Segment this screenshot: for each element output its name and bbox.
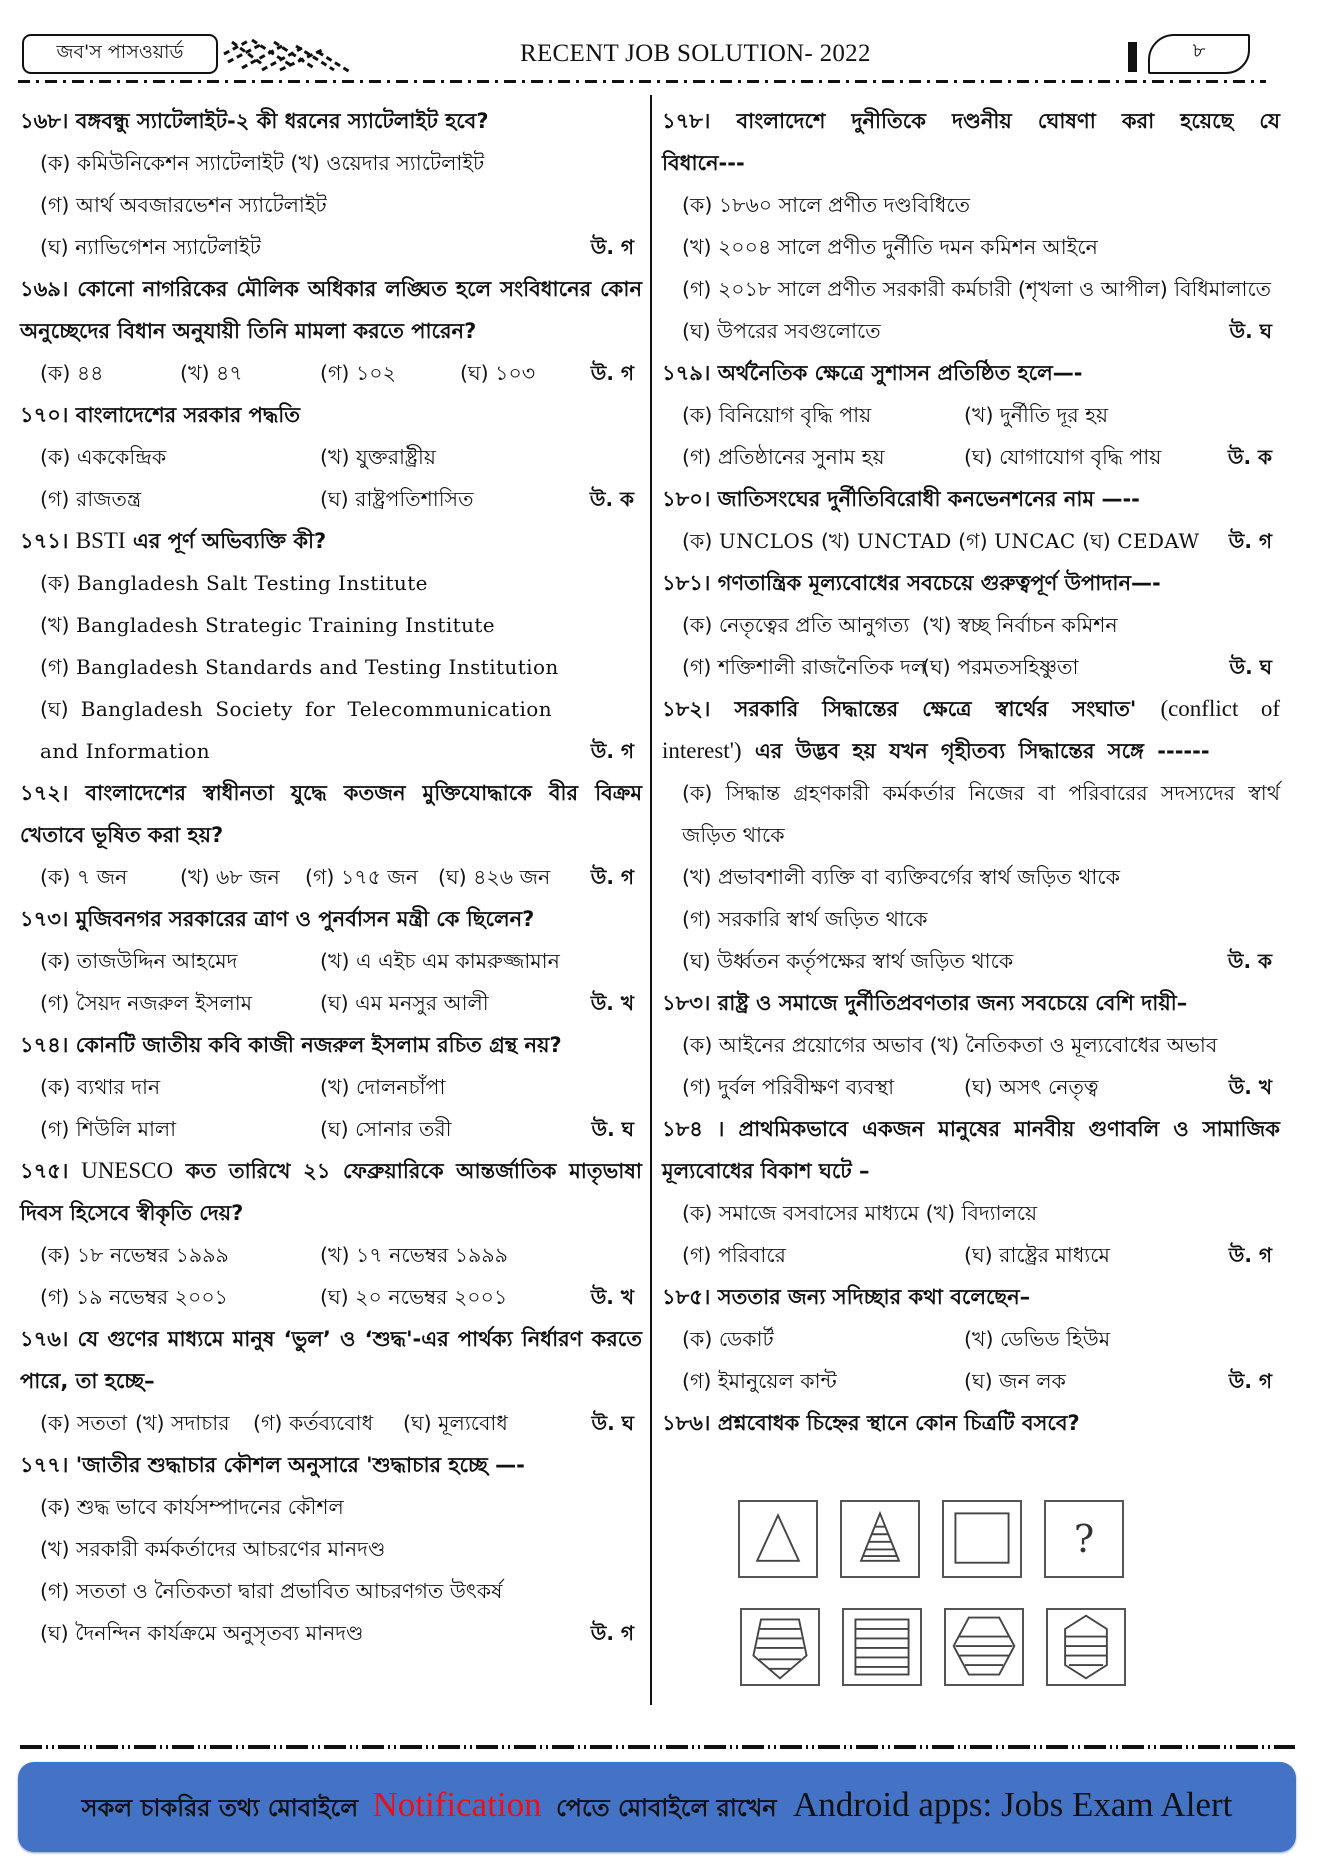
answer-label: উ. খ <box>590 1285 634 1309</box>
option-a: (ক) ১৮ নভেম্বর ১৯৯৯ <box>40 1243 229 1267</box>
option-b: (খ) নৈতিকতা ও মূল্যবোধের অভাব <box>929 1033 1218 1057</box>
option-line <box>20 646 642 688</box>
right-column <box>662 100 1280 1444</box>
answer-label: উ. খ <box>590 991 634 1015</box>
answer-label: উ. ক <box>589 487 634 511</box>
question-text <box>20 1150 642 1234</box>
question-suffix: এর পূর্ণ অভিব্যক্তি কী? <box>132 529 327 553</box>
question-168 <box>20 100 642 268</box>
page-title: RECENT JOB SOLUTION- 2022 <box>520 40 871 67</box>
option-label: (গ) <box>40 655 70 679</box>
question-182 <box>662 688 1280 982</box>
option-line: (ক) সিদ্ধান্ত গ্রহণকারী কর্মকর্তার নিজের বা পরিবারের সদস্যদের স্বার্থ জড়িত থাকে <box>682 781 1280 847</box>
option-d: (ঘ) ১০৩ <box>460 361 536 385</box>
option-b: (খ) ১৭ নভেম্বর ১৯৯৯ <box>320 1243 508 1267</box>
question-number: ১৭১। <box>20 529 69 553</box>
option-line: (খ) প্রভাবশালী ব্যক্তি বা ব্যক্তিবর্গের স্বার্থ জড়িত থাকে <box>682 865 1120 889</box>
option-line: (গ) ২০১৮ সালে প্রণীত সরকারী কর্মচারী (শৃখলা ও আপীল) বিধিমালাতে <box>682 277 1272 301</box>
answer-label: উ. গ <box>590 865 634 889</box>
option-c: (গ) প্রতিষ্ঠানের সুনাম হয় <box>682 445 885 469</box>
option-line <box>662 394 1280 436</box>
question-text <box>662 688 1280 772</box>
figure-striped-square-icon <box>842 1608 922 1686</box>
question-183 <box>662 982 1280 1108</box>
option-c: (গ) রাজতন্ত্র <box>40 487 142 511</box>
figure-striped-pentagon-icon <box>740 1608 820 1686</box>
footer-divider <box>20 1745 1295 1749</box>
question-174 <box>20 1024 642 1150</box>
option-line <box>20 1612 642 1654</box>
option-d: (ঘ) সোনার তরী <box>320 1117 452 1141</box>
option-line <box>662 1234 1280 1276</box>
question-176 <box>20 1318 642 1444</box>
question-179 <box>662 352 1280 478</box>
question-text: ১৭৪। কোনটি জাতীয় কবি কাজী নজরুল ইসলাম রচিত গ্রন্থ নয়? <box>20 1033 562 1057</box>
question-part-latin: (conflict of interest') <box>662 696 1281 763</box>
answer-label: উ. ঘ <box>591 1117 634 1141</box>
app-promo-banner[interactable] <box>18 1762 1296 1852</box>
question-text: ১৭২। বাংলাদেশের স্বাধীনতা যুদ্ধে কতজন মুক্তিযোদ্ধাকে বীর বিক্রম খেতাবে ভূষিত করা হয়? <box>20 781 642 847</box>
pattern-figure <box>738 1500 1143 1695</box>
option-line <box>20 562 642 604</box>
option-label: (ঘ) <box>40 697 69 721</box>
footer-app-name: Android apps: Jobs Exam Alert <box>792 1784 1233 1824</box>
answer-label: উ. গ <box>590 361 634 385</box>
footer-highlight: Notification <box>372 1784 542 1824</box>
option-line <box>20 604 642 646</box>
question-177 <box>20 1444 642 1654</box>
option-c: (গ) দুর্বল পরিবীক্ষণ ব্যবস্থা <box>682 1075 895 1099</box>
option-d: (ঘ) অসৎ নেতৃত্ব <box>964 1075 1099 1099</box>
question-171 <box>20 520 642 772</box>
page-number: ৮ <box>1148 34 1250 74</box>
option-line: (গ) সততা ও নৈতিকতা দ্বারা প্রভাবিত আচরণগত উৎকর্ষ <box>40 1579 503 1603</box>
option-a: (ক) ডেকার্ট <box>682 1327 774 1351</box>
option-a: (ক) বিনিয়োগ বৃদ্ধি পায় <box>682 403 872 427</box>
option-d: (ঘ) যোগাযোগ বৃদ্ধি পায় <box>964 445 1162 469</box>
option-line <box>662 1318 1280 1360</box>
decorative-dashed-pattern-icon <box>222 34 372 74</box>
question-text: ১৬৮। বঙ্গবন্ধু স্যাটেলাইট-২ কী ধরনের স্যাটেলাইট হবে? <box>20 109 489 133</box>
option-line <box>662 310 1280 352</box>
footer-text-before: সকল চাকরির তথ্য মোবাইলে <box>81 1793 359 1822</box>
option-c: (গ) ১০২ <box>320 361 396 385</box>
option-a: (ক) নেতৃত্বের প্রতি আনুগত্য <box>682 613 910 637</box>
option-b: (খ) ৬৮ জন <box>180 865 280 889</box>
question-text: ১৮০। জাতিসংঘের দুর্নীতিবিরোধী কনভেনশনের নাম —-- <box>662 487 1140 511</box>
option-d: (ঘ) উপরের সবগুলোতে <box>682 319 881 343</box>
answer-label: উ. ঘ <box>591 1411 634 1435</box>
option-c: Bangladesh Standards and Testing Institution <box>75 655 559 679</box>
option-c: (গ) পরিবারে <box>682 1243 786 1267</box>
option-line <box>662 1024 1280 1066</box>
option-line <box>20 436 642 478</box>
option-a: (ক) সমাজে বসবাসের মাধ্যমে <box>682 1201 920 1225</box>
question-part: এর উদ্ভব হয় যখন গৃহীতব্য সিদ্ধান্তের সঙ্গে ------ <box>754 739 1210 763</box>
answer-label: উ. গ <box>590 1621 634 1645</box>
option-d: (ঘ) জন লক <box>964 1369 1066 1393</box>
option-a: (ক) ৪৪ <box>40 361 104 385</box>
option-line <box>20 856 642 898</box>
option-a: Bangladesh Salt Testing Institute <box>76 571 428 595</box>
option-line <box>662 940 1280 982</box>
option-c: (গ) কর্তব্যবোধ <box>253 1411 374 1435</box>
option-b: UNCTAD <box>856 529 952 553</box>
figure-striped-triangle-icon <box>840 1500 920 1578</box>
option-b: (খ) দোলনচাঁপা <box>320 1075 446 1099</box>
column-divider <box>650 95 652 1705</box>
option-line <box>20 940 642 982</box>
left-column <box>20 100 642 1654</box>
question-text <box>20 520 642 562</box>
option-d: (ঘ) এম মনসুর আলী <box>320 991 489 1015</box>
option-line <box>20 226 642 268</box>
question-acronym: UNESCO <box>81 1158 174 1183</box>
option-b: (খ) এ এইচ এম কামরুজ্জামান <box>320 949 560 973</box>
question-part: ১৮২। সরকারি সিদ্ধান্তের ক্ষেত্রে স্বার্থের সংঘাত' <box>662 697 1137 721</box>
option-label: (খ) <box>40 613 70 637</box>
question-number: ১৭৫। <box>20 1159 69 1183</box>
question-text: ১৭৭। 'জাতীর শুদ্ধাচার কৌশল অনুসারে 'শুদ্ধাচার হচ্ছে —- <box>20 1453 525 1477</box>
option-d: (ঘ) ৪২৬ জন <box>438 865 551 889</box>
option-b: Bangladesh Strategic Training Institute <box>76 613 496 637</box>
question-text: ১৮৫। সততার জন্য সদিচ্ছার কথা বলেছেন– <box>662 1285 1031 1309</box>
question-186 <box>662 1402 1280 1444</box>
answer-label: উ. গ <box>1228 529 1272 553</box>
option-d: (ঘ) ২০ নভেম্বর ২০০১ <box>320 1285 508 1309</box>
option-d: (ঘ) উর্ধ্বতন কর্তৃপক্ষের স্বার্থ জড়িত থাকে <box>682 949 1014 973</box>
option-d: (ঘ) ন্যাভিগেশন স্যাটেলাইট <box>40 235 261 259</box>
option-c: (গ) সৈয়দ নজরুল ইসলাম <box>40 991 253 1015</box>
option-b: (খ) সদাচার <box>135 1411 230 1435</box>
option-line <box>20 982 642 1024</box>
option-label: (ঘ) <box>1082 529 1111 553</box>
option-a: UNCLOS <box>718 529 815 553</box>
option-label: (ক) <box>40 571 71 595</box>
question-173 <box>20 898 642 1024</box>
option-d: CEDAW <box>1117 529 1200 553</box>
option-line: (ক) শুদ্ধ ভাবে কার্যসম্পাদনের কৌশল <box>40 1495 344 1519</box>
option-label: (ক) <box>682 529 713 553</box>
option-line <box>662 1360 1280 1402</box>
option-line <box>20 1108 642 1150</box>
question-text: ১৬৯। কোনো নাগরিকের মৌলিক অধিকার লঙ্ঘিত হলে সংবিধানের কোন অনুচ্ছেদের বিধান অনুযায়ী তিনি মামলা করতে পারেন? <box>20 277 642 343</box>
option-line: (খ) ২০০৪ সালে প্রণীত দুর্নীতি দমন কমিশন আইনে <box>682 235 1098 259</box>
option-line <box>20 1066 642 1108</box>
question-acronym: BSTI <box>75 528 126 553</box>
option-c: (গ) ইমানুয়েল কান্ট <box>682 1369 837 1393</box>
header-divider <box>18 80 1266 83</box>
question-185 <box>662 1276 1280 1402</box>
option-line <box>662 604 1280 646</box>
option-d: (ঘ) পরমতসহিষ্ণুতা <box>922 655 1079 679</box>
question-text: ১৮৩। রাষ্ট্র ও সমাজে দুর্নীতিপ্রবণতার জন্য সবচেয়ে বেশি দায়ী– <box>662 991 1188 1015</box>
figure-triangle-icon <box>738 1500 818 1578</box>
option-a: (ক) তাজউদ্দিন আহমেদ <box>40 949 238 973</box>
question-suffix: কত তারিখে ২১ ফেব্রুয়ারিকে আন্তর্জাতিক মাতৃভাষা দিবস হিসেবে স্বীকৃতি দেয়? <box>20 1159 643 1225</box>
answer-label: উ. গ <box>1228 1243 1272 1267</box>
option-a: (ক) আইনের প্রয়োগের অভাব <box>682 1033 924 1057</box>
option-d: (ঘ) দৈনন্দিন কার্যক্রমে অনুসৃতব্য মানদণ্ড <box>40 1621 364 1645</box>
answer-label: উ. গ <box>590 235 634 259</box>
question-175 <box>20 1150 642 1318</box>
question-172 <box>20 772 642 898</box>
option-b: (খ) দুর্নীতি দূর হয় <box>964 403 1109 427</box>
option-d: (ঘ) মূল্যবোধ <box>403 1411 508 1435</box>
option-d: (ঘ) রাষ্ট্রের মাধ্যমে <box>964 1243 1110 1267</box>
figure-question-mark-icon: ? <box>1044 1500 1124 1578</box>
option-line <box>662 1192 1280 1234</box>
option-line <box>20 1234 642 1276</box>
question-text: ১৭০। বাংলাদেশের সরকার পদ্ধতি <box>20 403 300 427</box>
option-a: (ক) সততা <box>40 1411 128 1435</box>
option-b: (খ) ৪৭ <box>180 361 243 385</box>
option-line <box>20 1402 642 1444</box>
option-line: (খ) সরকারী কর্মকর্তাদের আচরণের মানদণ্ড <box>40 1537 386 1561</box>
option-c: (গ) শিউলি মালা <box>40 1117 177 1141</box>
answer-label: উ. গ <box>590 739 634 763</box>
figure-square-icon <box>942 1500 1022 1578</box>
option-line: (ক) ১৮৬০ সালে প্রণীত দণ্ডবিধিতে <box>682 193 971 217</box>
question-text: ১৭৮। বাংলাদেশে দুনীতিকে দণ্ডনীয় ঘোষণা করা হয়েছে যে বিধানে--- <box>662 109 1280 175</box>
question-181 <box>662 562 1280 688</box>
option-c: (গ) ১৭৫ জন <box>305 865 418 889</box>
option-c: (গ) ১৯ নভেম্বর ২০০১ <box>40 1285 228 1309</box>
option-line <box>20 352 642 394</box>
question-178 <box>662 100 1280 352</box>
answer-label: উ. ক <box>1227 949 1272 973</box>
option-label: (খ) <box>820 529 851 553</box>
option-line <box>20 688 642 772</box>
question-170 <box>20 394 642 520</box>
option-line <box>662 646 1280 688</box>
answer-label: উ. ঘ <box>1229 655 1272 679</box>
option-line <box>20 478 642 520</box>
option-b: (খ) যুক্তরাষ্ট্রীয় <box>320 445 436 469</box>
option-a: (ক) ৭ জন <box>40 865 128 889</box>
footer-text <box>82 1785 1233 1830</box>
question-text: ১৮৪ । প্রাথমিকভাবে একজন মানুষের মানবীয় গুণাবলি ও সামাজিক মূল্যবোধের বিকাশ ঘটে – <box>662 1117 1280 1183</box>
option-b: (খ) বিদ্যালয়ে <box>925 1201 1038 1225</box>
answer-label: উ. ঘ <box>1229 319 1272 343</box>
option-line <box>20 1276 642 1318</box>
option-label: (গ) <box>958 529 988 553</box>
option-line <box>662 1066 1280 1108</box>
question-180 <box>662 478 1280 562</box>
page-marker-bar <box>1128 42 1137 72</box>
option-a: (ক) এককেন্দ্রিক <box>40 445 167 469</box>
question-text: ১৮৬। প্রশ্নবোধক চিহ্নের স্থানে কোন চিত্রটি বসবে? <box>662 1411 1080 1435</box>
option-c: (গ) শক্তিশালী রাজনৈতিক দল <box>682 655 927 679</box>
answer-label: উ. গ <box>1228 1369 1272 1393</box>
option-line <box>662 520 1280 562</box>
answer-label: উ. খ <box>1228 1075 1272 1099</box>
figure-striped-hexagon-icon <box>944 1608 1024 1686</box>
footer-text-after: পেতে মোবাইলে রাখেন <box>555 1793 777 1822</box>
brand-label: জব'স পাসওয়ার্ড <box>22 34 218 74</box>
question-text: ১৭৯। অর্থনৈতিক ক্ষেত্রে সুশাসন প্রতিষ্ঠিত হলে—- <box>662 361 1083 385</box>
question-text: ১৭৩। মুজিবনগর সরকারের ত্রাণ ও পুনর্বাসন মন্ত্রী কে ছিলেন? <box>20 907 535 931</box>
option-line: (গ) আর্থ অবজারভেশন স্যাটেলাইট <box>40 193 327 217</box>
option-c: UNCAC <box>994 529 1076 553</box>
option-line: (গ) সরকারি স্বার্থ জড়িত থাকে <box>682 907 928 931</box>
figure-striped-octagon-icon <box>1046 1608 1126 1686</box>
question-169 <box>20 268 642 394</box>
option-line <box>662 436 1280 478</box>
option-b: (খ) ডেভিড হিউম <box>964 1327 1111 1351</box>
option-b: (খ) স্বচ্ছ নির্বাচন কমিশন <box>922 613 1118 637</box>
question-184 <box>662 1108 1280 1276</box>
answer-label: উ. ক <box>1227 445 1272 469</box>
option-line: (ক) কমিউনিকেশন স্যাটেলাইট (খ) ওয়েদার স্যাটেলাইট <box>40 151 485 175</box>
option-d: Bangladesh Society for Telecommunication and Information <box>40 697 552 763</box>
question-text: ১৮১। গণতান্ত্রিক মূল্যবোধের সবচেয়ে গুরুত্বপূর্ণ উপাদান—- <box>662 571 1161 595</box>
option-a: (ক) ব্যথার দান <box>40 1075 161 1099</box>
option-d: (ঘ) রাষ্ট্রপতিশাসিত <box>320 487 474 511</box>
question-text: ১৭৬। যে গুণের মাধ্যমে মানুষ ‘ভুল’ ও ‘শুদ্ধ'-এর পার্থক্য নির্ধারণ করতে পারে, তা হচ্ছে– <box>20 1327 642 1393</box>
